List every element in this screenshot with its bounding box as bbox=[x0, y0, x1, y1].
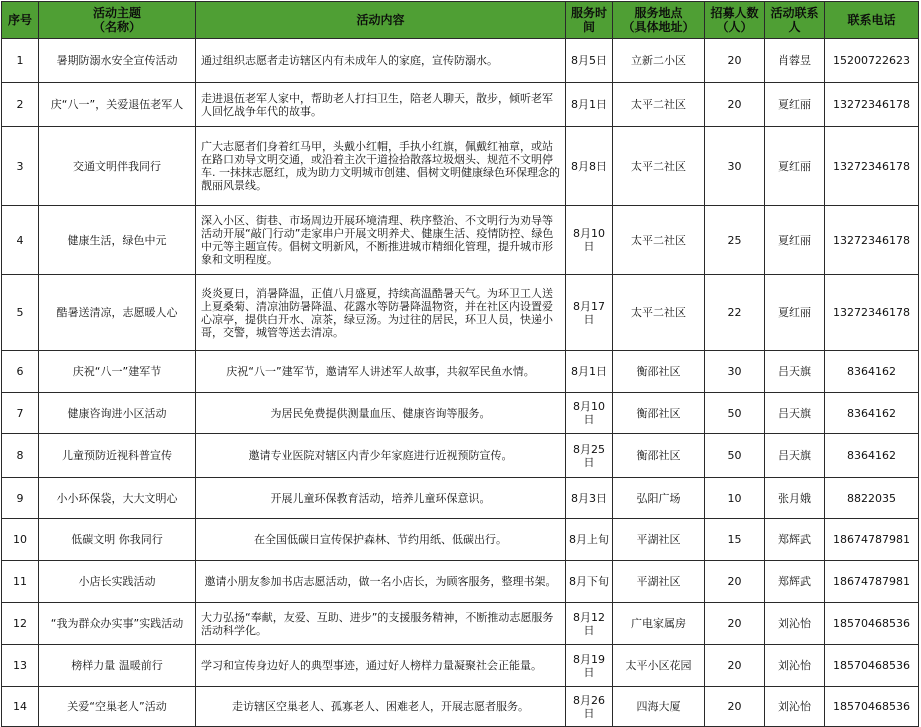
cell-location: 衡邵社区 bbox=[613, 393, 705, 434]
cell-recruit: 50 bbox=[705, 434, 765, 478]
cell-contact: 夏红丽 bbox=[765, 127, 825, 206]
col-header-content: 活动内容 bbox=[196, 2, 566, 39]
col-header-location: 服务地点 （具体地址） bbox=[613, 2, 705, 39]
cell-contact: 肖蓉昱 bbox=[765, 39, 825, 83]
cell-location: 太平二社区 bbox=[613, 127, 705, 206]
table-row bbox=[2, 83, 919, 127]
cell-content: 开展儿童环保教育活动，培养儿童环保意识。 bbox=[196, 478, 566, 519]
table-row bbox=[2, 127, 919, 206]
cell-content: 为居民免费提供测量血压、健康咨询等服务。 bbox=[196, 393, 566, 434]
cell-time: 8月10日 bbox=[566, 206, 613, 275]
cell-contact: 刘沁怡 bbox=[765, 603, 825, 645]
cell-theme: 酷暑送清凉，志愿暖人心 bbox=[39, 275, 196, 351]
cell-phone: 18570468536 bbox=[825, 645, 919, 687]
cell-theme: 庆祝“八一”建军节 bbox=[39, 351, 196, 393]
cell-time: 8月8日 bbox=[566, 127, 613, 206]
cell-recruit: 20 bbox=[705, 687, 765, 727]
cell-no: 10 bbox=[2, 519, 39, 561]
table-row bbox=[2, 561, 919, 603]
cell-no: 4 bbox=[2, 206, 39, 275]
table-row bbox=[2, 206, 919, 275]
cell-contact: 张月娥 bbox=[765, 478, 825, 519]
col-header-no: 序号 bbox=[2, 2, 39, 39]
cell-time: 8月1日 bbox=[566, 83, 613, 127]
cell-contact: 刘沁怡 bbox=[765, 687, 825, 727]
table-row bbox=[2, 434, 919, 478]
cell-no: 2 bbox=[2, 83, 39, 127]
cell-no: 1 bbox=[2, 39, 39, 83]
cell-recruit: 20 bbox=[705, 603, 765, 645]
cell-theme: 小小环保袋，大大文明心 bbox=[39, 478, 196, 519]
cell-recruit: 30 bbox=[705, 351, 765, 393]
cell-contact: 吕天旗 bbox=[765, 393, 825, 434]
cell-content: 走进退伍老军人家中，帮助老人打扫卫生，陪老人聊天，散步，倾听老军人回忆战争年代的故事。 bbox=[196, 83, 566, 127]
cell-theme: 暑期防溺水安全宣传活动 bbox=[39, 39, 196, 83]
col-header-contact: 活动联系人 bbox=[765, 2, 825, 39]
cell-time: 8月26日 bbox=[566, 687, 613, 727]
cell-theme: 庆“八一”，关爱退伍老军人 bbox=[39, 83, 196, 127]
cell-phone: 18674787981 bbox=[825, 561, 919, 603]
cell-time: 8月3日 bbox=[566, 478, 613, 519]
cell-content: 在全国低碳日宣传保护森林、节约用纸、低碳出行。 bbox=[196, 519, 566, 561]
cell-content: 大力弘扬“奉献，友爱、互助、进步”的支援服务精神，不断推动志愿服务活动科学化。 bbox=[196, 603, 566, 645]
cell-content: 炎炎夏日，消暑降温，正值八月盛夏，持续高温酷暑天气。为环卫工人送上夏桑菊、清凉油防暑降温、花露水等防暑降温物资，并在社区内设置爱心凉亭，提供白开水、凉茶，绿豆汤。为过往的居民，环卫人员，快递小哥，交警，城管等送去清凉。 bbox=[196, 275, 566, 351]
cell-recruit: 20 bbox=[705, 83, 765, 127]
cell-location: 衡邵社区 bbox=[613, 434, 705, 478]
cell-time: 8月25日 bbox=[566, 434, 613, 478]
cell-theme: 小店长实践活动 bbox=[39, 561, 196, 603]
cell-location: 平湖社区 bbox=[613, 561, 705, 603]
cell-recruit: 50 bbox=[705, 393, 765, 434]
cell-content: 广大志愿者们身着红马甲，头戴小红帽，手执小红旗，佩戴红袖章，或站在路口劝导文明交通，或沿着主次干道捡拾散落垃圾烟头、规范不文明停车. 一抹抹志愿红，成为助力文明城市创建、倡树文明健康绿色环保理念的靓丽风景线。 bbox=[196, 127, 566, 206]
cell-contact: 郑辉武 bbox=[765, 519, 825, 561]
cell-location: 太平二社区 bbox=[613, 275, 705, 351]
cell-time: 8月5日 bbox=[566, 39, 613, 83]
cell-recruit: 20 bbox=[705, 645, 765, 687]
cell-phone: 15200722623 bbox=[825, 39, 919, 83]
cell-phone: 18674787981 bbox=[825, 519, 919, 561]
col-header-phone: 联系电话 bbox=[825, 2, 919, 39]
cell-location: 太平二社区 bbox=[613, 206, 705, 275]
table-row bbox=[2, 478, 919, 519]
cell-no: 14 bbox=[2, 687, 39, 727]
cell-location: 广电家属房 bbox=[613, 603, 705, 645]
table-row bbox=[2, 275, 919, 351]
cell-time: 8月10日 bbox=[566, 393, 613, 434]
cell-contact: 夏红丽 bbox=[765, 83, 825, 127]
cell-contact: 夏红丽 bbox=[765, 206, 825, 275]
cell-content: 通过组织志愿者走访辖区内有未成年人的家庭，宣传防溺水。 bbox=[196, 39, 566, 83]
cell-theme: 健康生活，绿色中元 bbox=[39, 206, 196, 275]
cell-content: 走访辖区空巢老人、孤寡老人、困难老人，开展志愿者服务。 bbox=[196, 687, 566, 727]
cell-recruit: 15 bbox=[705, 519, 765, 561]
cell-phone: 13272346178 bbox=[825, 206, 919, 275]
volunteer-activity-table bbox=[1, 1, 919, 727]
header-row bbox=[2, 2, 919, 39]
cell-location: 弘阳广场 bbox=[613, 478, 705, 519]
cell-location: 太平小区花园 bbox=[613, 645, 705, 687]
col-header-time: 服务时间 bbox=[566, 2, 613, 39]
cell-contact: 郑辉武 bbox=[765, 561, 825, 603]
cell-recruit: 25 bbox=[705, 206, 765, 275]
cell-no: 13 bbox=[2, 645, 39, 687]
cell-location: 立新二小区 bbox=[613, 39, 705, 83]
cell-content: 学习和宣传身边好人的典型事迹，通过好人榜样力量凝聚社会正能量。 bbox=[196, 645, 566, 687]
cell-phone: 8364162 bbox=[825, 434, 919, 478]
cell-content: 庆祝“八一”建军节，邀请军人讲述军人故事，共叙军民鱼水情。 bbox=[196, 351, 566, 393]
table-row bbox=[2, 39, 919, 83]
cell-recruit: 30 bbox=[705, 127, 765, 206]
cell-no: 8 bbox=[2, 434, 39, 478]
cell-time: 8月17日 bbox=[566, 275, 613, 351]
cell-recruit: 22 bbox=[705, 275, 765, 351]
cell-theme: 榜样力量 温暖前行 bbox=[39, 645, 196, 687]
cell-time: 8月12日 bbox=[566, 603, 613, 645]
cell-phone: 8364162 bbox=[825, 351, 919, 393]
cell-theme: 儿童预防近视科普宣传 bbox=[39, 434, 196, 478]
cell-time: 8月上旬 bbox=[566, 519, 613, 561]
cell-location: 四海大厦 bbox=[613, 687, 705, 727]
cell-content: 深入小区、街巷、市场周边开展环境清理、秩序整治、不文明行为劝导等活动开展“敲门行动”走家串户开展文明养犬、健康生活、疫情防控、绿色中元等主题宣传。倡树文明新风，不断推进城市精细化管理，提升城市形象和文明程度。 bbox=[196, 206, 566, 275]
table-row bbox=[2, 645, 919, 687]
cell-theme: 低碳文明 你我同行 bbox=[39, 519, 196, 561]
table-row bbox=[2, 603, 919, 645]
cell-theme: 关爱“空巢老人”活动 bbox=[39, 687, 196, 727]
cell-contact: 刘沁怡 bbox=[765, 645, 825, 687]
col-header-recruit: 招募人数 （人） bbox=[705, 2, 765, 39]
cell-location: 太平二社区 bbox=[613, 83, 705, 127]
table-row bbox=[2, 393, 919, 434]
cell-no: 3 bbox=[2, 127, 39, 206]
cell-time: 8月下旬 bbox=[566, 561, 613, 603]
cell-location: 平湖社区 bbox=[613, 519, 705, 561]
table-row bbox=[2, 687, 919, 727]
cell-phone: 18570468536 bbox=[825, 603, 919, 645]
cell-recruit: 20 bbox=[705, 39, 765, 83]
cell-no: 7 bbox=[2, 393, 39, 434]
cell-contact: 夏红丽 bbox=[765, 275, 825, 351]
cell-phone: 8364162 bbox=[825, 393, 919, 434]
table-row bbox=[2, 351, 919, 393]
cell-no: 5 bbox=[2, 275, 39, 351]
cell-phone: 13272346178 bbox=[825, 127, 919, 206]
cell-content: 邀请专业医院对辖区内青少年家庭进行近视预防宣传。 bbox=[196, 434, 566, 478]
cell-no: 12 bbox=[2, 603, 39, 645]
cell-phone: 8822035 bbox=[825, 478, 919, 519]
cell-content: 邀请小朋友参加书店志愿活动，做一名小店长，为顾客服务，整理书架。 bbox=[196, 561, 566, 603]
cell-no: 9 bbox=[2, 478, 39, 519]
cell-no: 6 bbox=[2, 351, 39, 393]
cell-recruit: 20 bbox=[705, 561, 765, 603]
cell-location: 衡邵社区 bbox=[613, 351, 705, 393]
cell-phone: 18570468536 bbox=[825, 687, 919, 727]
cell-contact: 吕天旗 bbox=[765, 351, 825, 393]
cell-phone: 13272346178 bbox=[825, 83, 919, 127]
col-header-theme: 活动主题 （名称） bbox=[39, 2, 196, 39]
cell-time: 8月19日 bbox=[566, 645, 613, 687]
cell-theme: 健康咨询进小区活动 bbox=[39, 393, 196, 434]
cell-time: 8月1日 bbox=[566, 351, 613, 393]
cell-theme: “我为群众办实事”实践活动 bbox=[39, 603, 196, 645]
cell-theme: 交通文明伴我同行 bbox=[39, 127, 196, 206]
cell-phone: 13272346178 bbox=[825, 275, 919, 351]
cell-contact: 吕天旗 bbox=[765, 434, 825, 478]
cell-recruit: 10 bbox=[705, 478, 765, 519]
table-row bbox=[2, 519, 919, 561]
cell-no: 11 bbox=[2, 561, 39, 603]
